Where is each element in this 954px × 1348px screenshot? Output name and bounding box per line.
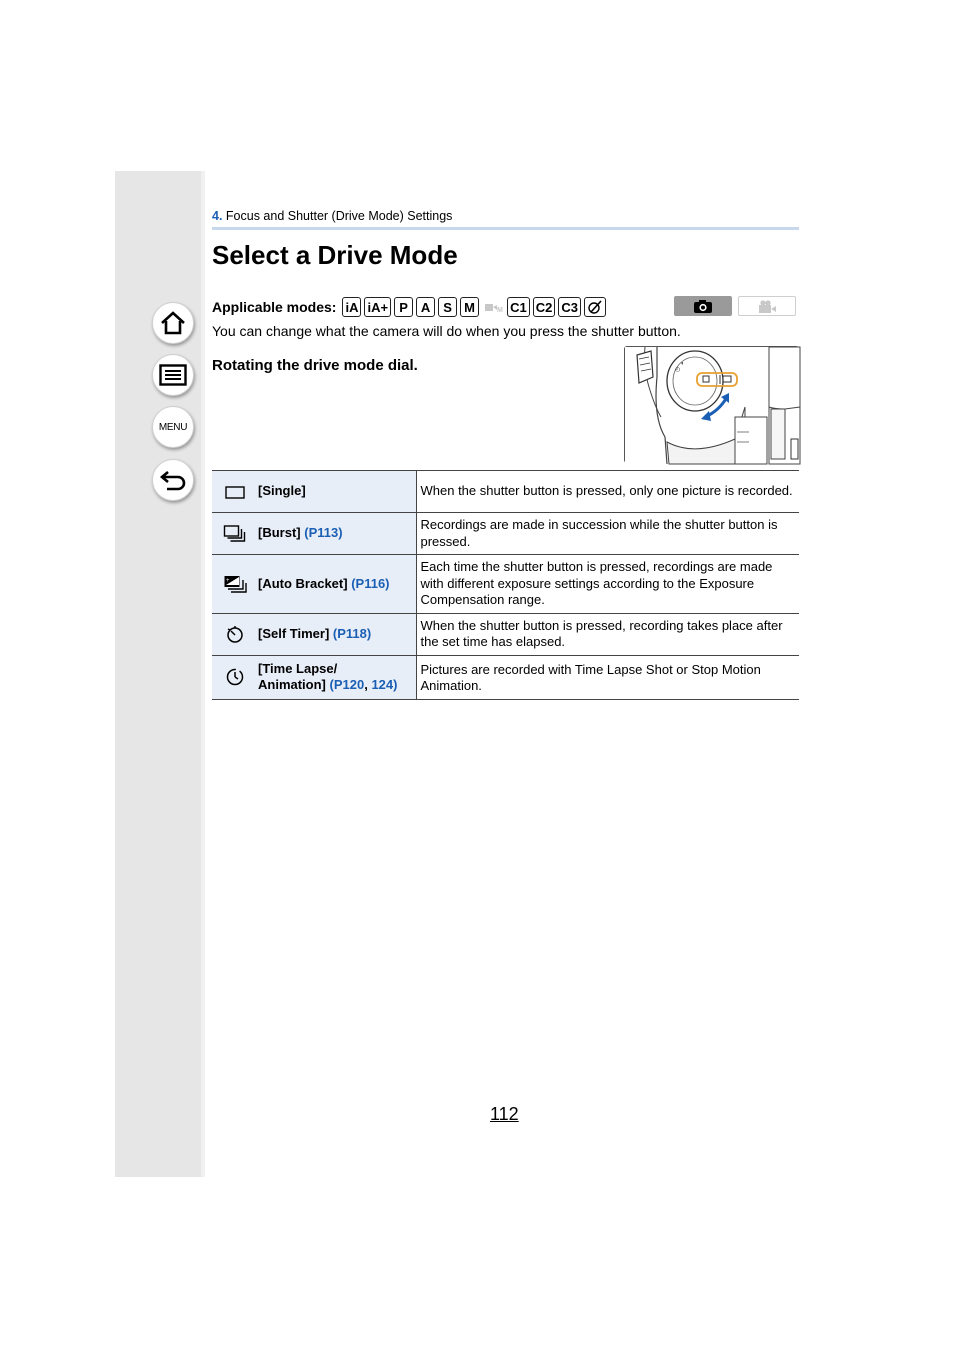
mode-creative-video-icon <box>482 297 504 317</box>
table-row <box>212 555 799 614</box>
single-frame-icon <box>212 484 258 500</box>
applicable-modes <box>212 296 609 318</box>
chapter-number: 4. <box>212 209 223 223</box>
mode-intelligent-auto-icon: iA <box>342 297 361 317</box>
menu-button[interactable] <box>152 406 194 448</box>
svg-text:◴: ◴ <box>675 367 681 373</box>
back-arrow-icon <box>159 468 187 492</box>
mode-name: [Auto Bracket] <box>258 575 348 591</box>
page-title: Select a Drive Mode <box>212 240 458 270</box>
self-timer-icon <box>212 624 258 644</box>
page-link[interactable]: (P120 <box>329 677 365 692</box>
table-row <box>212 513 799 555</box>
page-link[interactable]: (P118) <box>332 625 372 641</box>
contents-button[interactable] <box>152 354 194 396</box>
mode-description: Each time the shutter button is pressed, recordings are made with different exposure settings according to the Exposure Compensation range. <box>416 555 799 614</box>
mode-description: When the shutter button is pressed, only one picture is recorded. <box>416 471 799 513</box>
mode-name-line1: [Time Lapse/ <box>258 660 338 676</box>
home-icon <box>159 310 187 336</box>
list-icon <box>159 364 187 386</box>
back-button[interactable] <box>152 459 194 501</box>
mode-description: Pictures are recorded with Time Lapse Shot or Stop Motion Animation. <box>416 655 799 699</box>
mode-custom-2-icon: C2 <box>533 297 556 317</box>
mode-description: When the shutter button is pressed, recording takes place after the set time has elapsed. <box>416 613 799 655</box>
time-lapse-icon <box>212 667 258 687</box>
mode-name: [Burst] <box>258 525 301 541</box>
menu-label: MENU <box>158 421 188 433</box>
svg-text:M: M <box>497 307 503 314</box>
table-row: [Time Lapse/ Animation] (P120, 124) Pictures are recorded with Time Lapse Shot or Stop Motion Animation. <box>212 655 799 699</box>
svg-text:◐: ◐ <box>681 361 685 367</box>
sidebar-edge <box>201 171 205 1177</box>
video-mode-tab[interactable] <box>738 296 796 316</box>
table-row <box>212 613 799 655</box>
page-link[interactable]: (P116) <box>351 575 390 591</box>
mode-aperture-icon: A <box>416 297 435 317</box>
mode-intelligent-auto-plus-icon: iA+ <box>364 297 391 317</box>
mode-description: Recordings are made in succession while the shutter button is pressed. <box>416 513 799 555</box>
intro-text: You can change what the camera will do when you press the shutter button. <box>212 323 681 339</box>
photo-mode-tab[interactable] <box>674 296 732 316</box>
video-camera-icon <box>757 299 777 314</box>
mode-name-line2: Animation] <box>258 677 326 692</box>
applicable-modes-label: Applicable modes: <box>212 299 337 315</box>
mode-custom-1-icon: C1 <box>507 297 530 317</box>
mode-name: [Self Timer] <box>258 625 330 641</box>
header-rule <box>212 227 799 230</box>
chapter-title: Focus and Shutter (Drive Mode) Settings <box>222 209 453 223</box>
svg-text:+: + <box>226 577 230 584</box>
mode-creative-control-icon <box>584 297 606 317</box>
section-heading: Rotating the drive mode dial. <box>212 357 418 374</box>
mode-manual-icon: M <box>460 297 479 317</box>
page-number: 112 <box>490 1104 519 1124</box>
page-link[interactable]: (P113) <box>304 525 343 541</box>
mode-program-icon: P <box>394 297 413 317</box>
table-row <box>212 471 799 513</box>
mode-shutter-icon: S <box>438 297 457 317</box>
drive-mode-dial-illustration <box>624 346 799 463</box>
home-button[interactable] <box>152 302 194 344</box>
drive-mode-table <box>212 470 799 700</box>
auto-bracket-icon <box>212 574 258 594</box>
mode-name: [Single] <box>258 483 306 499</box>
breadcrumb <box>212 209 452 223</box>
camera-icon <box>693 299 713 314</box>
page-link[interactable]: 124) <box>371 677 398 692</box>
burst-icon <box>212 524 258 544</box>
mode-custom-3-icon: C3 <box>558 297 581 317</box>
